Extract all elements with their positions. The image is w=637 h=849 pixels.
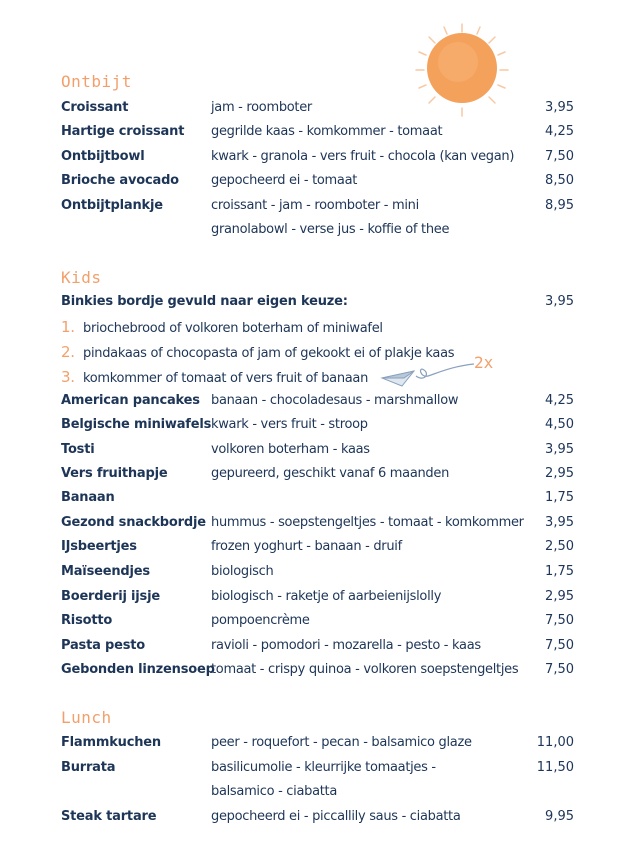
- item-name: Croissant: [61, 100, 129, 115]
- item-name: Maïseendjes: [61, 564, 150, 579]
- item-name: Boerderij ijsje: [61, 589, 160, 604]
- item-description: kwark - vers fruit - stroop: [211, 417, 368, 432]
- choice-number: 3.: [61, 368, 75, 386]
- menu-item: [61, 609, 574, 633]
- item-description: gepureerd, geschikt vanaf 6 maanden: [211, 466, 450, 481]
- item-name: Pasta pesto: [61, 638, 146, 653]
- item-price: 1,75: [545, 564, 574, 579]
- item-price: 4,25: [545, 393, 574, 408]
- item-description: volkoren boterham - kaas: [211, 442, 370, 457]
- item-name: Ontbijtbowl: [61, 149, 145, 164]
- item-price: 9,95: [545, 809, 574, 824]
- menu-item: [61, 462, 574, 486]
- item-name: Brioche avocado: [61, 173, 179, 188]
- menu-item: [61, 511, 574, 535]
- item-price: 7,50: [545, 662, 574, 677]
- item-price: 3,95: [545, 294, 574, 309]
- item-description: kwark - granola - vers fruit - chocola (kan vegan): [211, 149, 515, 164]
- item-name: Hartige croissant: [61, 124, 185, 139]
- item-name: Ontbijtplankje: [61, 198, 163, 213]
- item-description: biologisch: [211, 564, 274, 579]
- menu-item: [61, 96, 574, 120]
- item-name: Steak tartare: [61, 809, 157, 824]
- menu-item: [61, 560, 574, 584]
- item-name: Gebonden linzensoep: [61, 662, 215, 677]
- choice-number: 2.: [61, 343, 75, 361]
- item-name: Belgische miniwafels: [61, 417, 212, 432]
- paper-plane-icon: [380, 356, 476, 392]
- item-price: 7,50: [545, 613, 574, 628]
- item-description: croissant - jam - roomboter - mini: [211, 198, 419, 213]
- choice-number: 1.: [61, 318, 75, 336]
- item-name: American pancakes: [61, 393, 200, 408]
- item-price: 11,00: [536, 735, 574, 750]
- menu-item: [61, 169, 574, 193]
- item-description: frozen yoghurt - banaan - druif: [211, 539, 402, 554]
- item-name: Tosti: [61, 442, 95, 457]
- menu-item: [61, 145, 574, 169]
- item-price: 11,50: [536, 760, 574, 775]
- item-description: biologisch - raketje of aarbeienijslolly: [211, 589, 442, 604]
- item-description: tomaat - crispy quinoa - volkoren soepstengeltjes: [211, 662, 519, 677]
- item-description: basilicumolie - kleurrijke tomaatjes -: [211, 760, 436, 775]
- menu-item: [61, 535, 574, 559]
- menu-item: [61, 486, 574, 510]
- item-description: gepocheerd ei - tomaat: [211, 173, 358, 188]
- menu-item: [61, 413, 574, 437]
- item-price: 3,95: [545, 442, 574, 457]
- item-name: Vers fruithapje: [61, 466, 168, 481]
- choice-text: pindakaas of chocopasta of jam of gekookt ei of plakje kaas: [83, 346, 455, 361]
- item-name: Banaan: [61, 490, 115, 505]
- menu-item: [61, 731, 574, 755]
- item-price: 1,75: [545, 490, 574, 505]
- item-price: 2,95: [545, 589, 574, 604]
- item-name: Gezond snackbordje: [61, 515, 206, 530]
- item-description: balsamico - ciabatta: [211, 784, 338, 799]
- menu-item-continuation: [61, 218, 574, 242]
- choice-text: komkommer of tomaat of vers fruit of banaan: [83, 371, 369, 386]
- item-description: gegrilde kaas - komkommer - tomaat: [211, 124, 443, 139]
- item-description: jam - roomboter: [211, 100, 312, 115]
- section-title-ontbijt: Ontbijt: [61, 72, 132, 91]
- section-title-lunch: Lunch: [61, 708, 112, 727]
- menu-item: [61, 634, 574, 658]
- menu-item: [61, 120, 574, 144]
- item-price: 8,95: [545, 198, 574, 213]
- menu-item: [61, 290, 574, 314]
- menu-item-continuation: [61, 780, 574, 804]
- menu-item: [61, 438, 574, 462]
- item-price: 2,50: [545, 539, 574, 554]
- item-description: pompoencrème: [211, 613, 310, 628]
- item-price: 7,50: [545, 638, 574, 653]
- item-description: banaan - chocoladesaus - marshmallow: [211, 393, 459, 408]
- item-description: gepocheerd ei - piccallily saus - ciabatta: [211, 809, 461, 824]
- item-description: ravioli - pomodori - mozarella - pesto - kaas: [211, 638, 481, 653]
- menu-item: [61, 194, 574, 218]
- item-price: 8,50: [545, 173, 574, 188]
- menu-item: [61, 389, 574, 413]
- item-description: hummus - soepstengeltjes - tomaat - komkommer: [211, 515, 524, 530]
- item-description: granolabowl - verse jus - koffie of thee: [211, 222, 450, 237]
- item-price: 7,50: [545, 149, 574, 164]
- menu-item: [61, 585, 574, 609]
- item-price: 3,95: [545, 100, 574, 115]
- menu-item: [61, 805, 574, 829]
- menu-item: [61, 658, 574, 682]
- item-name: Flammkuchen: [61, 735, 161, 750]
- item-price: 2,95: [545, 466, 574, 481]
- item-name: Binkies bordje gevuld naar eigen keuze:: [61, 294, 348, 309]
- item-price: 4,50: [545, 417, 574, 432]
- item-price: 4,25: [545, 124, 574, 139]
- choice-line: [61, 365, 368, 389]
- section-title-kids: Kids: [61, 268, 102, 287]
- item-name: IJsbeertjes: [61, 539, 137, 554]
- item-description: peer - roquefort - pecan - balsamico glaze: [211, 735, 472, 750]
- menu-item: [61, 756, 574, 780]
- item-name: Risotto: [61, 613, 113, 628]
- choice-text: briochebrood of volkoren boterham of miniwafel: [83, 321, 383, 336]
- item-price: 3,95: [545, 515, 574, 530]
- choice-line: [61, 315, 383, 339]
- item-name: Burrata: [61, 760, 116, 775]
- multiplier-label: 2x: [474, 353, 494, 372]
